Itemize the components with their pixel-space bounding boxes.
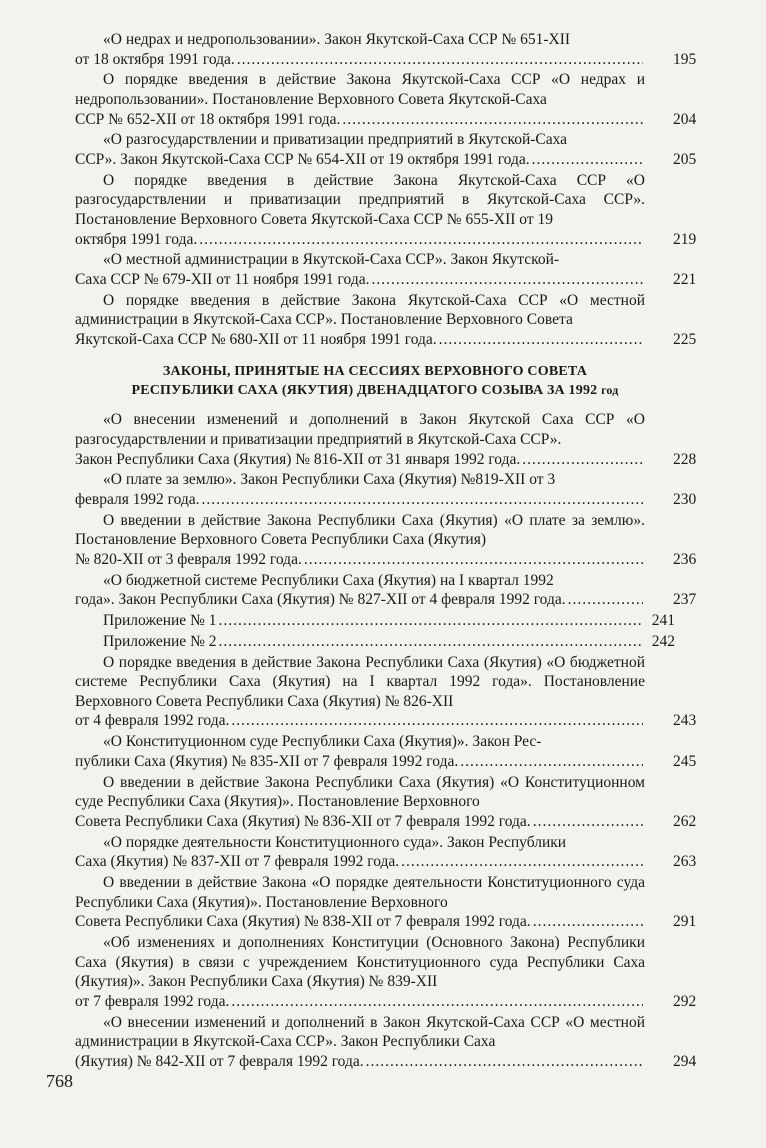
- dot-leader: [237, 50, 643, 70]
- toc-entry-title: «Об изменениях и дополнениях Конституции (Основного Закона) Республики Саха (Якутия) в связи с учреждением Конституционного суда Республики Саха (Якутия)». Закон Республики Саха (Якутия) № 839-XII: [75, 933, 645, 991]
- dot-leader: [202, 490, 643, 510]
- toc-entry-title: «О бюджетной системе Республики Саха (Якутия) на I квартал 1992: [103, 571, 554, 589]
- toc-entry-page-number: 219: [673, 230, 697, 248]
- toc-entry-last-line: [75, 752, 645, 772]
- toc-entry-title: «О местной администрации в Якутской-Саха ССР». Закон Якутской-: [103, 251, 560, 269]
- toc-entry: [75, 611, 675, 631]
- toc-entry-title-end: публики Саха (Якутия) № 835-XII от 7 февраля 1992 года.: [75, 752, 459, 770]
- toc-entry-title-end: от 4 февраля 1992 года.: [75, 712, 230, 730]
- toc-entry: [75, 410, 697, 469]
- toc-entry-title-end: года». Закон Республики Саха (Якутия) № 827-XII от 4 февраля 1992 года.: [75, 591, 566, 609]
- toc-entry: [75, 291, 697, 350]
- toc-entry-last-line: [103, 632, 645, 652]
- toc-entry-title-end: октября 1991 года.: [75, 230, 198, 248]
- toc-entry: [75, 250, 697, 289]
- toc-entry-last-line: [75, 711, 645, 731]
- toc-entry-page-number: 195: [673, 50, 697, 68]
- toc-entry-page-number: 243: [673, 712, 697, 730]
- toc-entry-title-end: Совета Республики Саха (Якутия) № 836-XII от 7 февраля 1992 года.: [75, 812, 531, 830]
- toc-entry-page-number: 294: [673, 1052, 697, 1070]
- toc-entry-title: О введении в действие Закона «О порядке деятельности Конституционного суда Республики Саха (Якутия)». Постановление Верховного: [75, 873, 645, 911]
- toc-entry-title: «О разгосударствлении и приватизации предприятий в Якутской-Саха: [103, 131, 568, 149]
- toc-entry-page-number: 291: [673, 913, 697, 931]
- toc-entry-title-end: Приложение № 1: [103, 612, 217, 630]
- dot-leader: [568, 590, 643, 610]
- toc-entry: [75, 773, 697, 832]
- toc-entry: [75, 632, 675, 652]
- toc-entry-page-number: 263: [673, 853, 697, 871]
- dot-leader: [231, 711, 643, 731]
- toc-entry: [75, 511, 697, 570]
- toc-entry: [75, 873, 697, 932]
- toc-entry-page-number: 225: [673, 330, 697, 348]
- dot-leader: [439, 330, 643, 350]
- toc-entry-page-number: 237: [673, 591, 697, 609]
- toc-entry-page-number: 292: [673, 992, 697, 1010]
- toc-entry: [75, 653, 697, 731]
- toc-entry-title: О введении в действие Закона Республики Саха (Якутия) «О плате за землю». Постановление Верховного Совета Республики Саха (Якутия): [75, 511, 645, 549]
- toc-entry-title-end: от 18 октября 1991 года.: [75, 50, 235, 68]
- toc-entry-last-line: [75, 590, 645, 610]
- toc-entry-title-end: Закон Республики Саха (Якутия) № 816-XII от 31 января 1992 года.: [75, 450, 521, 468]
- dot-leader: [401, 852, 643, 872]
- toc-entry-page-number: 230: [673, 491, 697, 508]
- dot-leader: [231, 992, 643, 1012]
- toc-entry-last-line: [75, 150, 645, 170]
- toc-entry-title: О порядке введения в действие Закона Якутской-Саха ССР «О разгосударствлении и приватизации предприятий в Якутской-Саха ССР». Постановление Верховного Совета Якутской-Саха ССР № 655-XII от 19: [75, 171, 645, 228]
- toc-entry-title: О введении в действие Закона Республики Саха (Якутия) «О Конституционном суде Республики Саха (Якутия)». Постановление Верховного: [75, 773, 645, 811]
- toc-entry-title-end: Приложение № 2: [103, 632, 217, 650]
- toc-entry: [75, 571, 697, 610]
- toc-entry-title: «О недрах и недропользовании». Закон Якутской-Саха ССР № 651-XII: [103, 31, 571, 48]
- toc-entry-title: «О порядке деятельности Конституционного суда». Закон Республики: [103, 833, 567, 851]
- section-heading-line-1: ЗАКОНЫ, ПРИНЯТЫЕ НА СЕССИЯХ ВЕРХОВНОГО СОВЕТА: [162, 364, 588, 380]
- toc-entry: [75, 732, 697, 771]
- toc-entry-last-line: [75, 110, 645, 130]
- toc-entry-title-end: от 7 февраля 1992 года.: [75, 992, 230, 1010]
- toc-entry-last-line: [75, 852, 645, 872]
- toc-entry-title-end: (Якутия) № 842-XII от 7 февраля 1992 года.: [75, 1052, 364, 1070]
- toc-entry-title: «О Конституционном суде Республики Саха (Якутия)». Закон Рес-: [103, 733, 542, 751]
- dot-leader: [342, 110, 643, 130]
- dot-leader: [199, 230, 643, 250]
- entries-group-1991: [75, 30, 697, 349]
- toc-entry-last-line: [75, 550, 645, 570]
- toc-entry-page-number: 245: [673, 752, 697, 770]
- toc-entry-last-line: [75, 912, 645, 932]
- toc-entry-title: О порядке введения в действие Закона Якутской-Саха ССР «О недрах и недропользовании». Постановление Верховного Совета Якутской-Саха: [75, 71, 645, 108]
- toc-entry-title-end: ССР № 652-XII от 18 октября 1991 года.: [75, 110, 341, 128]
- toc-entry-title-end: Саха (Якутия) № 837-XII от 7 февраля 1992 года.: [75, 853, 400, 871]
- toc-entry-last-line: [75, 330, 645, 350]
- entries-group-1992: [75, 410, 697, 1071]
- toc-entry-page-number: 242: [651, 632, 675, 650]
- toc-entry: [75, 171, 697, 249]
- toc-entry-last-line: [75, 490, 645, 510]
- dot-leader: [218, 632, 643, 652]
- toc-entry-title: «О плате за землю». Закон Республики Саха (Якутия) №819-XII от 3: [103, 471, 556, 489]
- toc-entry-title-end: Якутской-Саха ССР № 680-XII от 11 ноября 1991 года.: [75, 330, 437, 348]
- section-heading: [75, 363, 675, 400]
- table-of-contents: [75, 30, 697, 1072]
- dot-leader: [532, 150, 643, 170]
- toc-entry-title: «О внесении изменений и дополнений в Закон Якутской Саха ССР «О разгосударствлении и приватизации предприятий в Якутской-Саха ССР».: [75, 411, 645, 449]
- toc-entry-last-line: [75, 50, 645, 70]
- dot-leader: [371, 270, 643, 290]
- toc-entry: [75, 1013, 697, 1072]
- toc-entry-page-number: 262: [673, 812, 697, 830]
- toc-entry: [75, 70, 697, 129]
- toc-entry-title: О порядке введения в действие Закона Республики Саха (Якутия) «О бюджетной системе Республики Саха (Якутия) на I квартал 1992 года». Постановление Верховного Совета Республики Саха (Якутия) № 826-XII: [75, 653, 645, 710]
- page-number: 768: [46, 1071, 73, 1091]
- toc-entry-last-line: [75, 270, 645, 290]
- dot-leader: [533, 912, 643, 932]
- toc-entry-page-number: 228: [673, 450, 697, 468]
- dot-leader: [304, 550, 643, 570]
- toc-entry-title: «О внесении изменений и дополнений в Закон Якутской-Саха ССР «О местной администрации в Якутской-Саха ССР». Закон Республики Саха: [75, 1013, 645, 1051]
- toc-entry-page-number: 204: [673, 110, 697, 128]
- toc-entry: [75, 130, 697, 169]
- toc-entry-title-end: № 820-XII от 3 февраля 1992 года.: [75, 550, 302, 568]
- toc-entry: [75, 933, 697, 1011]
- toc-entry-title-end: ССР». Закон Якутской-Саха ССР № 654-XII от 19 октября 1991 года.: [75, 150, 530, 168]
- toc-entry-title-end: Совета Республики Саха (Якутия) № 838-XII от 7 февраля 1992 года.: [75, 913, 531, 931]
- section-heading-line-2-text: РЕСПУБЛИКИ САХА (ЯКУТИЯ) ДВЕНАДЦАТОГО СОЗЫВА ЗА 1992: [131, 383, 598, 399]
- dot-leader: [522, 450, 643, 470]
- toc-entry-title-end: Саха ССР № 679-XII от 11 ноября 1991 года.: [75, 270, 370, 288]
- dot-leader: [218, 611, 643, 631]
- toc-entry-last-line: [75, 1052, 645, 1072]
- toc-entry: [75, 30, 697, 69]
- toc-entry-last-line: [75, 992, 645, 1012]
- dot-leader: [460, 752, 643, 772]
- section-heading-year-word: год: [601, 383, 619, 398]
- toc-entry-title: О порядке введения в действие Закона Якутской-Саха ССР «О местной администрации в Якутской-Саха ССР». Постановление Верховного Совета: [75, 291, 645, 329]
- toc-entry-page-number: 236: [673, 550, 697, 568]
- toc-entry-page-number: 241: [651, 612, 675, 630]
- dot-leader: [533, 812, 643, 832]
- toc-entry-last-line: [75, 450, 645, 470]
- toc-entry-last-line: [75, 812, 645, 832]
- toc-entry: [75, 833, 697, 872]
- toc-entry-last-line: [103, 611, 645, 631]
- dot-leader: [366, 1052, 643, 1072]
- toc-entry: [75, 470, 697, 509]
- section-heading-line-2: [75, 381, 675, 400]
- toc-entry-page-number: 221: [673, 270, 697, 288]
- toc-entry-last-line: [75, 230, 645, 250]
- toc-entry-page-number: 205: [673, 150, 697, 168]
- toc-entry-title-end: февраля 1992 года.: [75, 491, 200, 508]
